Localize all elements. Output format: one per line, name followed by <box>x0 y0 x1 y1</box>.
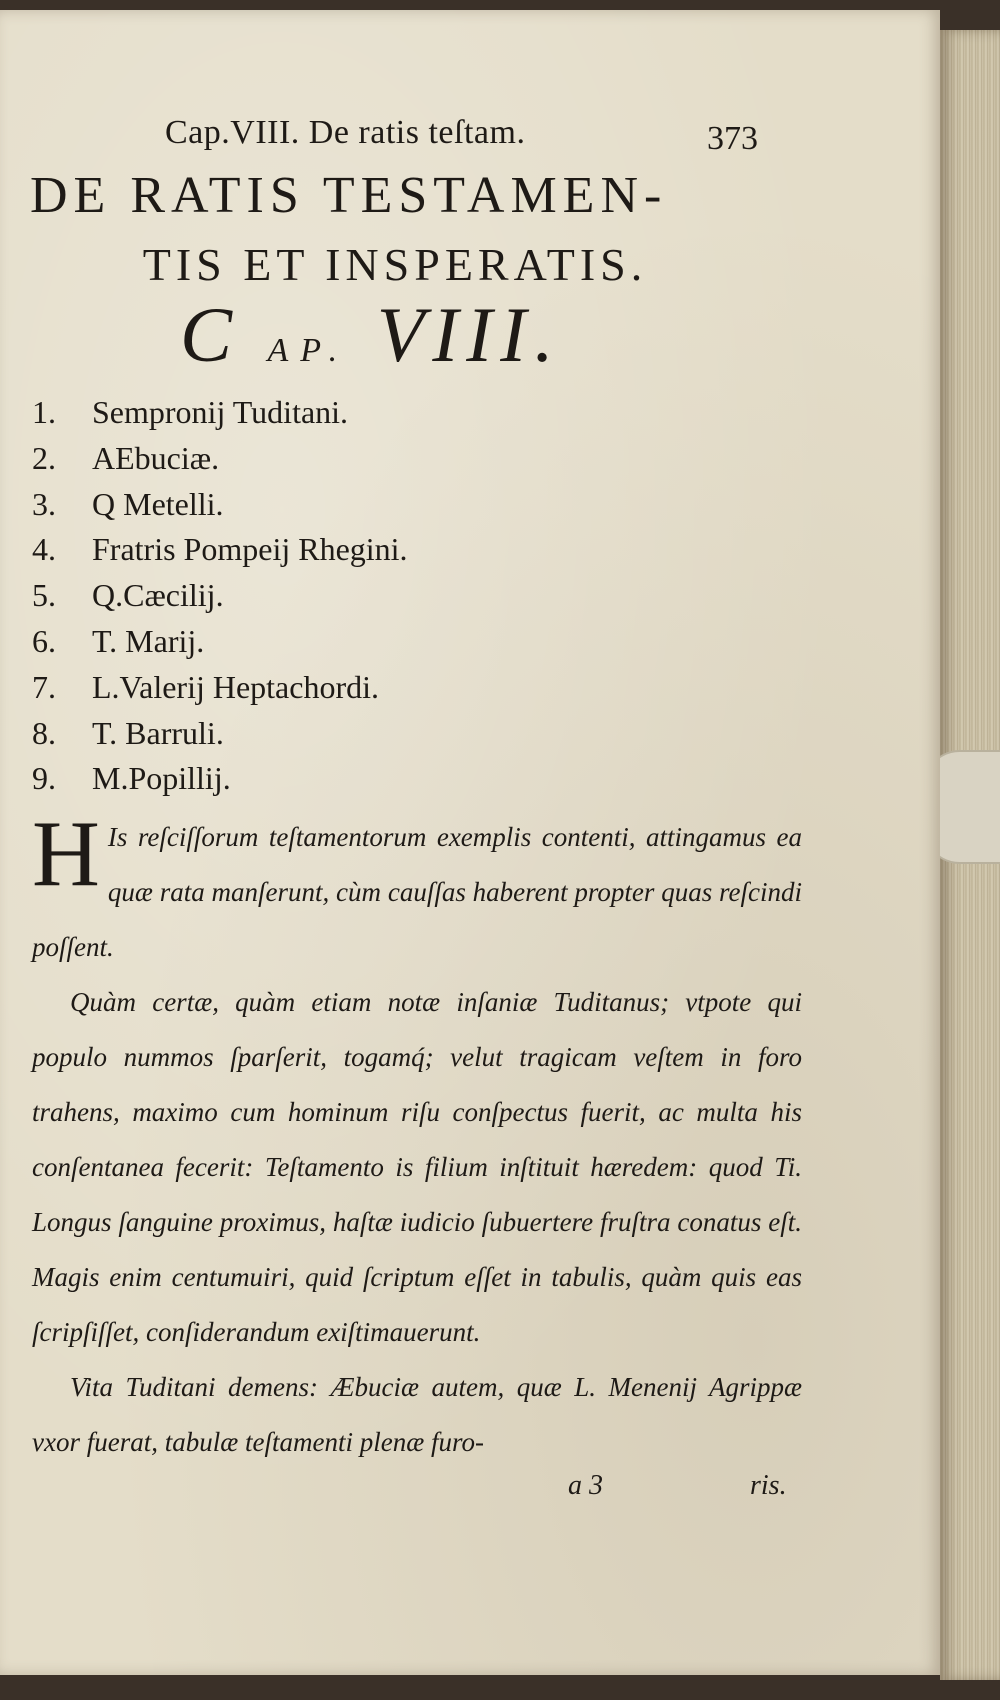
list-text: M.Popillij. <box>92 760 231 797</box>
list-number: 7. <box>32 668 56 705</box>
chapter-cap-initial: C <box>180 291 241 378</box>
list-text: Q Metelli. <box>92 485 224 522</box>
list-number: 5. <box>32 577 56 614</box>
list-item <box>32 619 732 665</box>
list-item <box>32 527 732 573</box>
list-number: 2. <box>32 439 56 476</box>
list-item <box>32 711 732 757</box>
list-text: T. Barruli. <box>92 714 224 751</box>
list-number: 4. <box>32 531 56 568</box>
page-number: 373 <box>707 120 758 157</box>
drop-cap: H <box>32 802 100 906</box>
paragraph-3: Vita Tuditani demens: Æbuciæ autem, quæ L. Menenij Agrippæ vxor fuerat, tabulæ teſtamenti plenæ furo- <box>32 1372 802 1457</box>
list-text: L.Valerij Heptachordi. <box>92 668 379 705</box>
running-head: Cap.VIII. De ratis teſtam. <box>165 114 526 151</box>
list-item <box>32 665 732 711</box>
list-number: 9. <box>32 760 56 797</box>
list-item <box>32 390 732 436</box>
book-page <box>0 10 940 1675</box>
body-text <box>32 802 802 1470</box>
list-text: Q.Cæcilij. <box>92 577 224 614</box>
paragraph-1-text: Is reſciſſorum teſtamentorum exemplis contenti, attingamus ea quæ rata manſerunt, cùm cauſſas haberent propter quas reſcindi poſſent. <box>32 822 802 962</box>
list-text: Fratris Pompeij Rhegini. <box>92 531 408 568</box>
signature-mark: a 3 <box>568 1470 603 1501</box>
list-number: 3. <box>32 485 56 522</box>
paragraph-1 <box>32 802 802 975</box>
list-item <box>32 436 732 482</box>
list-text: AEbuciæ. <box>92 439 220 476</box>
list-item <box>32 756 732 802</box>
list-number: 6. <box>32 622 56 659</box>
list-number: 8. <box>32 714 56 751</box>
list-number: 1. <box>32 394 56 430</box>
chapter-number: VIII. <box>376 291 562 378</box>
list-item <box>32 482 732 528</box>
paragraph-2: Quàm certæ, quàm etiam notæ inſaniæ Tuditanus; vtpote qui populo nummos ſparſerit, togamq́; velut tragicam veſtem in foro trahens, maximo cum hominum riſu conſpectus fuerit, ac multa his conſentanea fecerit: Teſtamento is filium inſtituit hæredem: quod Ti. Longus ſanguine proximus, haſtæ iudicio ſubuertere fruſtra conatus eſt. Magis enim centumuiri, quid ſcriptum eſſet in tabulis, quàm quis eas ſcripſiſſet, conſiderandum exiſtimauerunt. <box>32 987 802 1347</box>
list-item <box>32 573 732 619</box>
testament-list <box>32 390 732 802</box>
catchword: ris. <box>750 1470 787 1501</box>
chapter-title-line-1: DE RATIS TESTAMEN- <box>30 167 668 224</box>
chapter-title-line-2: TIS ET INSPERATIS. <box>142 239 648 290</box>
list-text: T. Marij. <box>92 622 205 659</box>
chapter-cap-rest: AP. <box>267 332 350 369</box>
list-text: Sempronij Tuditani. <box>92 394 349 430</box>
chapter-heading <box>180 290 562 380</box>
